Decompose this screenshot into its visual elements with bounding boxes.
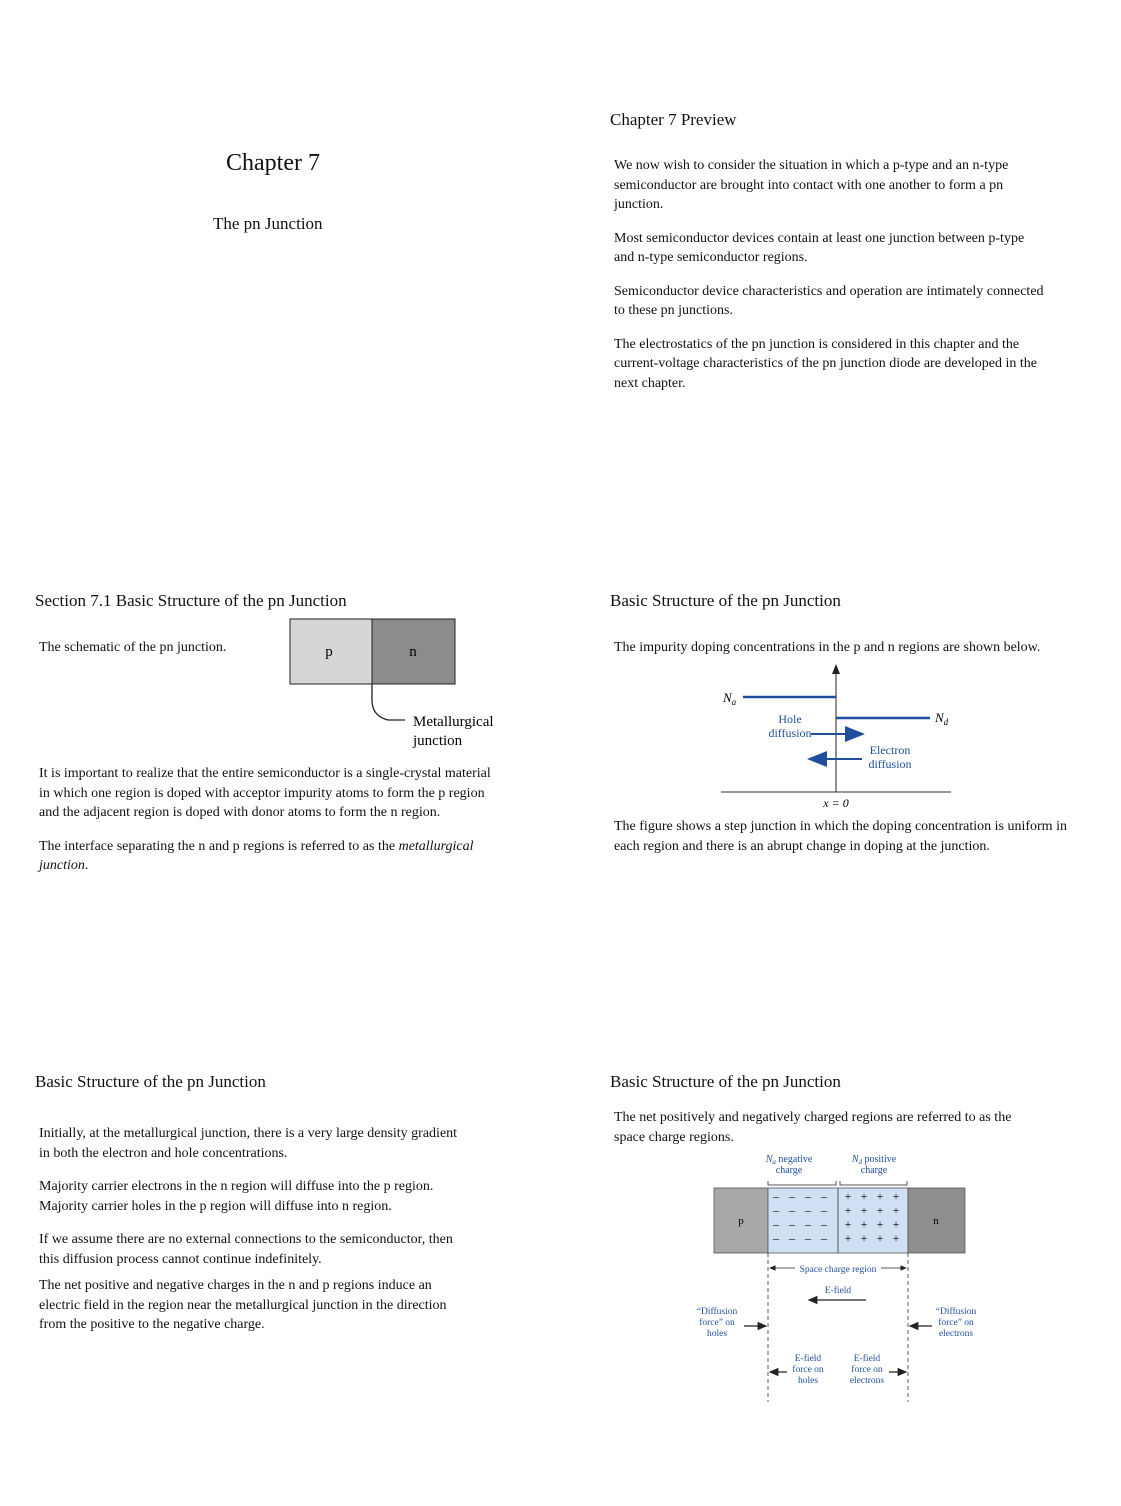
diff-elec-label-2: force” on [938, 1318, 974, 1328]
diff-holes-label-2: force” on [699, 1318, 735, 1328]
positive-charge: + [860, 1231, 868, 1245]
body-text [39, 764, 504, 876]
paragraph: Majority carrier electrons in the n region will diffuse into the p region. Majority carrier holes in the p region will diffuse into n region. [39, 1179, 434, 1214]
slide-diffusion [30, 1060, 570, 1460]
negative-charge: – [773, 1231, 779, 1245]
paragraph: The net positive and negative charges in the n and p regions induce an electric field in the region near the metallurgical junction in the direction from the positive to the negative charge. [39, 1278, 447, 1332]
paragraph: The electrostatics of the pn junction is considered in this chapter and the current-voltage characteristics of the pn junction diode are developed in the next chapter. [614, 336, 1037, 391]
positive-charge: + [876, 1203, 884, 1217]
electron-diffusion-label-1: Electron [869, 743, 911, 757]
positive-charge: + [892, 1203, 900, 1217]
diff-holes-label-3: holes [706, 1329, 728, 1339]
p-label: p [738, 1215, 744, 1227]
positive-charge: + [892, 1217, 900, 1231]
intro-text: The schematic of the pn junction. [39, 640, 227, 655]
positive-charge: + [844, 1203, 852, 1217]
positive-charge: + [844, 1189, 852, 1203]
negative-charge: – [805, 1189, 811, 1203]
slide-doping-profile [605, 580, 1121, 980]
ef-holes-label-2: force on [792, 1365, 824, 1375]
ef-elec-label-3: electrons [849, 1376, 885, 1386]
na-charge-label: $N_a$ negative [765, 1154, 813, 1166]
negative-charge: – [805, 1231, 811, 1245]
preview-text [614, 156, 1046, 393]
na-charge-label-2: charge [775, 1165, 803, 1176]
slide-heading: Basic Structure of the pn Junction [610, 1072, 841, 1091]
junction-pointer [372, 684, 405, 720]
paragraph: It is important to realize that the entire semiconductor is a single-crystal material in which one region is doped with acceptor impurity atoms to form the p region and the adjacent region is doped with donor atoms to form the n region. [39, 766, 491, 820]
electron-diffusion-label-2: diffusion [868, 757, 912, 771]
negative-charge: – [821, 1189, 827, 1203]
chapter-title: Chapter 7 [226, 150, 320, 176]
ef-elec-label-1: E-field [853, 1354, 881, 1364]
efield-label: E-field [824, 1286, 852, 1296]
negative-charge: – [805, 1217, 811, 1231]
paragraph: If we assume there are no external connections to the semiconductor, then this diffusion process cannot continue indefinitely. [39, 1232, 453, 1267]
doping-profile-diagram [715, 662, 975, 812]
x-zero-label: x = 0 [823, 796, 849, 810]
ef-holes-label-3: holes [797, 1376, 819, 1386]
positive-charge: + [860, 1189, 868, 1203]
paragraph: Most semiconductor devices contain at least one junction between p-type and n-type semiconductor regions. [614, 230, 1025, 265]
intro-text: The impurity doping concentrations in the p and n regions are shown below. [614, 640, 1041, 655]
positive-charge: + [876, 1189, 884, 1203]
p-label: p [325, 644, 333, 660]
slide-heading: Section 7.1 Basic Structure of the pn Junction [35, 591, 347, 610]
negative-charge: – [773, 1189, 779, 1203]
negative-charge: – [789, 1231, 795, 1245]
space-charge-diagram [690, 1150, 990, 1405]
na-label: $N_a$ [723, 690, 737, 707]
junction-label-2: junction [413, 733, 463, 749]
paragraph: The interface separating the n and p regions is referred to as the metallurgical junction. [39, 838, 474, 873]
hole-diffusion-label-2: diffusion [768, 726, 812, 740]
diff-elec-label-3: electrons [938, 1329, 974, 1339]
ef-elec-label-2: force on [851, 1365, 883, 1375]
positive-charge: + [844, 1217, 852, 1231]
positive-charge: + [876, 1217, 884, 1231]
negative-charge: – [789, 1203, 795, 1217]
paragraph: Semiconductor device characteristics and operation are intimately connected to these pn junctions. [614, 283, 1044, 318]
negative-charge: – [805, 1203, 811, 1217]
diff-holes-label-1: “Diffusion [696, 1307, 738, 1317]
positive-charge: + [844, 1231, 852, 1245]
positive-charge: + [876, 1231, 884, 1245]
paragraph: We now wish to consider the situation in which a p-type and an n-type semiconductor are brought into contact with one another to form a pn junction. [614, 158, 1009, 212]
negative-charge: – [789, 1189, 795, 1203]
n-label: n [409, 644, 417, 660]
negative-charge: – [789, 1217, 795, 1231]
body-text: The figure shows a step junction in which the doping concentration is uniform in each region and there is an abrupt change in doping at the junction. [614, 819, 1067, 854]
hole-diffusion-label-1: Hole [778, 712, 802, 726]
nd-label: $N_d$ [935, 710, 949, 727]
slide-heading: Basic Structure of the pn Junction [35, 1072, 266, 1091]
positive-charge: + [860, 1203, 868, 1217]
nd-charge-label: $N_d$ positive [851, 1154, 897, 1166]
pn-junction-diagram [285, 614, 535, 754]
slide-heading: Chapter 7 Preview [610, 110, 737, 129]
slide-title [30, 100, 570, 500]
negative-charge: – [821, 1231, 827, 1245]
chapter-subtitle: The pn Junction [213, 214, 323, 233]
diff-elec-label-1: “Diffusion [935, 1307, 977, 1317]
body-text [39, 1124, 471, 1335]
na-bracket [768, 1181, 836, 1185]
intro-text: The net positively and negatively charged regions are referred to as the space charge regions. [614, 1110, 1012, 1145]
negative-charge: – [821, 1203, 827, 1217]
paragraph: Initially, at the metallurgical junction, there is a very large density gradient in both the electron and hole concentrations. [39, 1126, 458, 1161]
negative-charge: – [773, 1203, 779, 1217]
slide-basic-structure [30, 580, 570, 980]
negative-charge: – [821, 1217, 827, 1231]
n-label: n [933, 1215, 939, 1227]
emphasis: metallurgical junction [39, 838, 474, 873]
junction-label-1: Metallurgical [413, 714, 494, 730]
negative-charge: – [773, 1217, 779, 1231]
positive-charge: + [892, 1189, 900, 1203]
scr-label: Space charge region [799, 1265, 877, 1275]
positive-charge: + [860, 1217, 868, 1231]
nd-charge-label-2: charge [860, 1165, 888, 1176]
positive-charge: + [892, 1231, 900, 1245]
slide-preview [605, 100, 1121, 500]
slide-space-charge [605, 1060, 1121, 1460]
slide-heading: Basic Structure of the pn Junction [610, 591, 841, 610]
ef-holes-label-1: E-field [794, 1354, 822, 1364]
nd-bracket [840, 1181, 907, 1185]
